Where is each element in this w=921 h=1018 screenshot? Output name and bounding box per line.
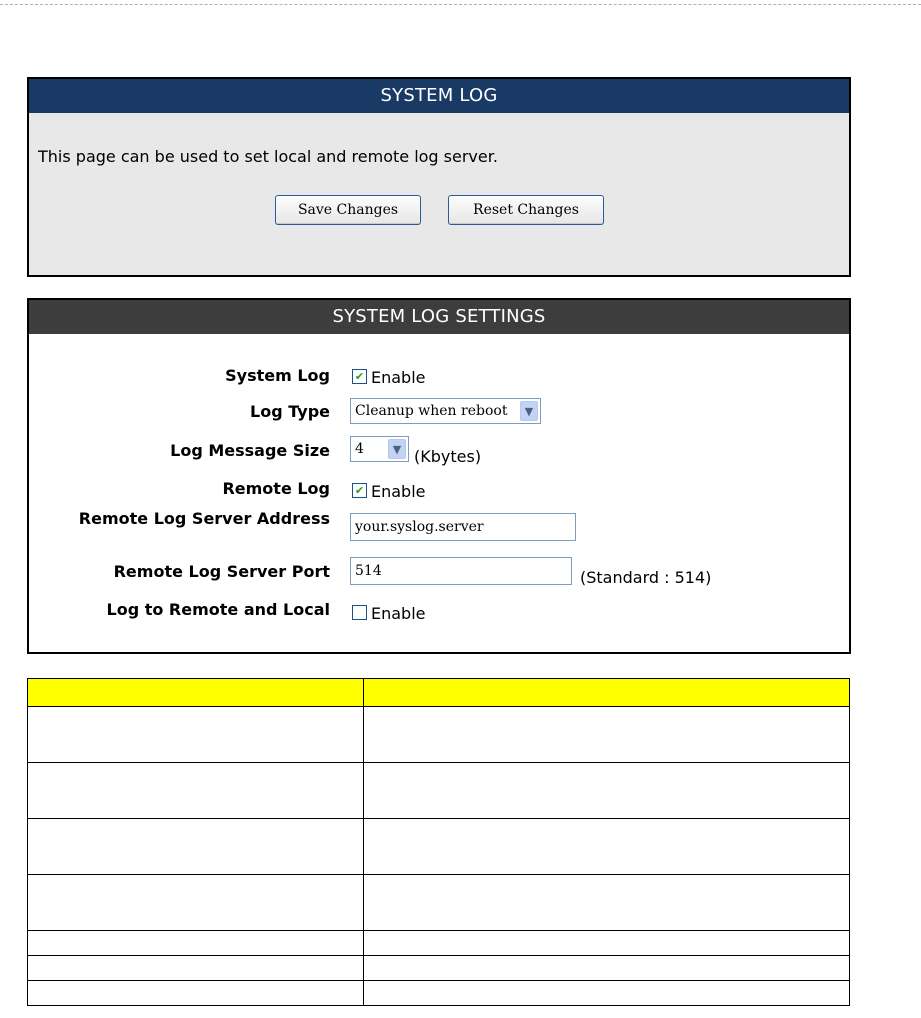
chevron-down-icon[interactable]: ▼ [520, 401, 538, 421]
table-cell [364, 763, 850, 819]
system-log-description: This page can be used to set local and remote log server. [38, 147, 498, 166]
log-to-remote-and-local-checkbox[interactable] [352, 605, 367, 620]
table-row [28, 763, 850, 819]
table-cell [28, 819, 364, 875]
table-cell [28, 956, 364, 981]
reset-changes-button[interactable]: Reset Changes [448, 195, 604, 225]
top-dashed-rule [0, 4, 921, 5]
table-row [28, 875, 850, 931]
remote-log-checkbox[interactable]: ✔ [352, 483, 367, 498]
table-cell [28, 981, 364, 1006]
save-changes-button[interactable]: Save Changes [275, 195, 421, 225]
remote-log-server-address-input[interactable] [350, 513, 576, 541]
log-type-select[interactable] [350, 398, 541, 424]
table-cell [28, 763, 364, 819]
table-header-cell [28, 679, 364, 707]
description-table [27, 678, 850, 1006]
table-row [28, 981, 850, 1006]
table-header-row [28, 679, 850, 707]
remote-log-label: Remote Log [222, 479, 330, 498]
log-to-remote-and-local-enable-label: Enable [371, 604, 426, 623]
remote-log-server-port-input[interactable] [350, 557, 572, 585]
chevron-down-icon[interactable]: ▼ [388, 439, 406, 459]
table-cell [364, 819, 850, 875]
table-row [28, 956, 850, 981]
log-message-size-unit: (Kbytes) [414, 447, 482, 466]
system-log-settings-title: SYSTEM LOG SETTINGS [29, 300, 849, 334]
system-log-label: System Log [225, 366, 330, 385]
table-cell [364, 931, 850, 956]
table-cell [28, 707, 364, 763]
remote-log-server-address-label: Remote Log Server Address [78, 509, 330, 528]
table-cell [364, 875, 850, 931]
table-cell [28, 875, 364, 931]
table-row [28, 819, 850, 875]
log-message-size-selected-value: 4 [355, 441, 364, 457]
table-header-cell [364, 679, 850, 707]
remote-log-server-port-hint: (Standard : 514) [580, 568, 712, 587]
log-type-selected-value: Cleanup when reboot [355, 403, 508, 419]
system-log-panel [27, 77, 851, 277]
log-to-remote-and-local-label: Log to Remote and Local [106, 600, 330, 619]
system-log-checkbox[interactable]: ✔ [352, 369, 367, 384]
table-row [28, 931, 850, 956]
table-cell [364, 707, 850, 763]
table-cell [28, 931, 364, 956]
remote-log-enable-label: Enable [371, 482, 426, 501]
system-log-settings-panel [27, 298, 851, 654]
table-cell [364, 981, 850, 1006]
system-log-enable-label: Enable [371, 368, 426, 387]
table-cell [364, 956, 850, 981]
log-type-label: Log Type [250, 402, 330, 421]
system-log-title: SYSTEM LOG [29, 79, 849, 113]
remote-log-server-port-label: Remote Log Server Port [113, 562, 330, 581]
table-row [28, 707, 850, 763]
log-message-size-select[interactable] [350, 436, 409, 462]
log-message-size-label: Log Message Size [170, 441, 330, 460]
